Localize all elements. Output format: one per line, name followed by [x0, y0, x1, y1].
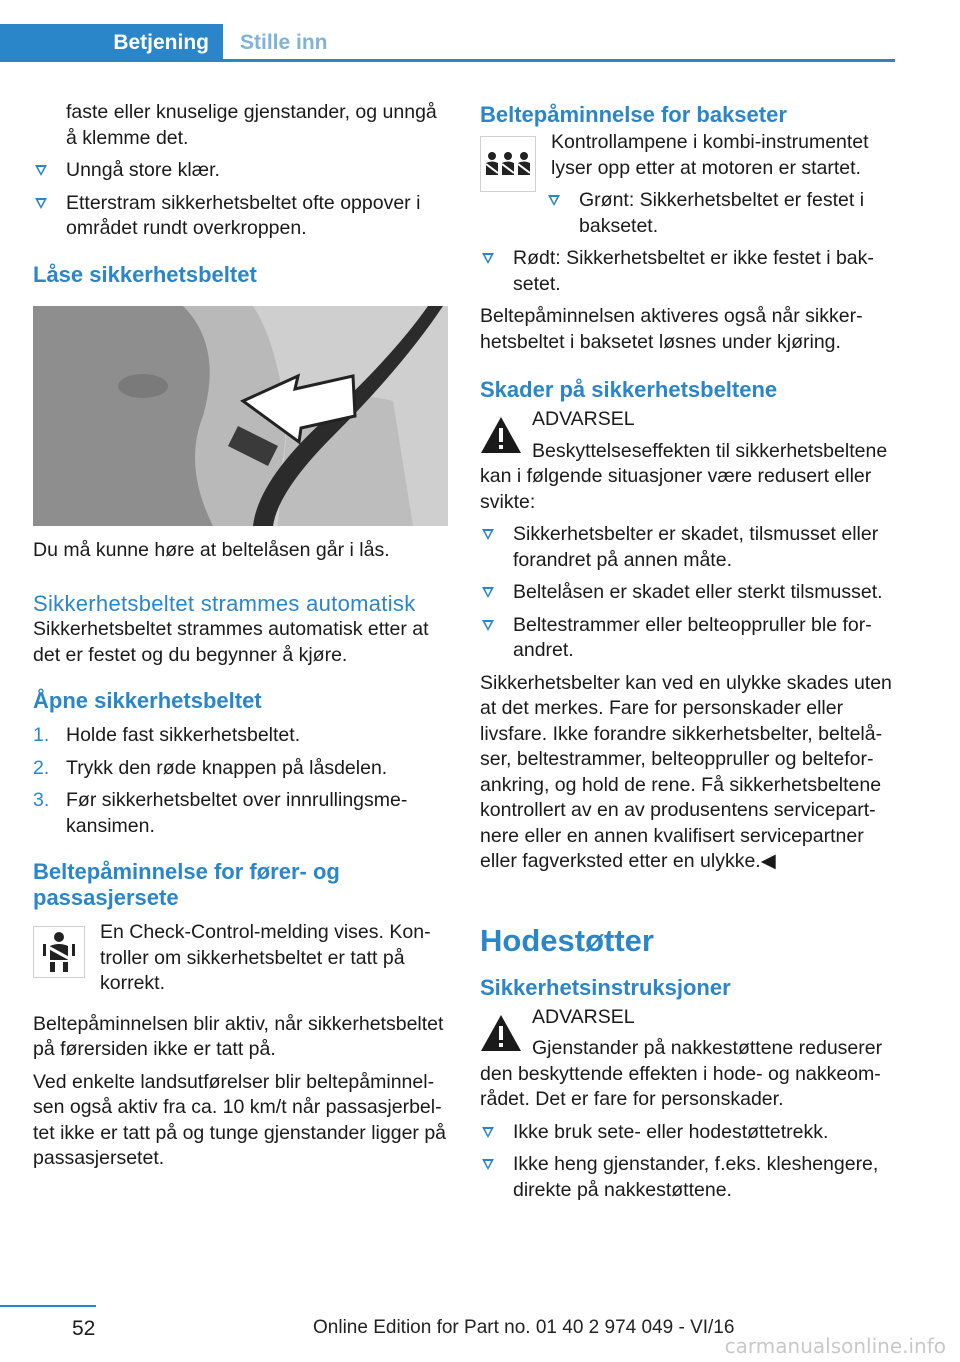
- triangle-bullet-icon: [482, 529, 494, 540]
- damage-warning-label: ADVARSEL: [532, 408, 635, 430]
- list-item: Ikke bruk sete- eller hodestøttetrekk.: [480, 1120, 896, 1146]
- list-item: Rødt: Sikkerhetsbeltet er ikke festet i baksetet.: [480, 246, 896, 297]
- section-heading-safety: Sikkerhetsinstruksjoner: [480, 974, 731, 1000]
- left-column: [33, 100, 448, 1179]
- triangle-bullet-icon: [482, 1159, 494, 1170]
- footer-edition: Online Edition for Part no. 01 40 2 974 049 - VI/16: [313, 1317, 735, 1338]
- rear-icon-text: Kontrollampene i kombi-instrumentet lyser opp etter at motoren er startet.: [551, 131, 869, 179]
- rear-paragraph: Beltepåminnelsen aktiveres også når sikkerhetsbeltet i baksetet løsnes under kjøring.: [480, 305, 863, 353]
- auto-text: Sikkerhetsbeltet strammes automatisk etter at det er festet og du begynner å kjøre.: [33, 618, 429, 666]
- triangle-bullet-icon: [482, 253, 494, 264]
- safety-bullets: [480, 1120, 896, 1204]
- right-column: [480, 100, 896, 1210]
- triangle-bullet-icon: [35, 198, 47, 209]
- tab-stille-inn[interactable]: Stille inn: [240, 31, 328, 54]
- page-number: 52: [72, 1317, 96, 1340]
- seat-belt-illustration: [33, 306, 448, 526]
- seatbelt-warning-icon: [33, 926, 85, 978]
- list-item: Etterstram sikkerhetsbeltet ofte oppover i området rundt overkroppen.: [33, 191, 448, 242]
- damage-warning-text: Beskyttelseseffekten til sikkerhetsbeltene kan i følgende situasjoner være redusert eller svikte:: [480, 439, 888, 513]
- driver-paragraph-1: Beltepåminnelsen blir aktiv, når sikkerhetsbeltet på førersiden ikke er tatt på.: [33, 1012, 444, 1060]
- driver-icon-text: En Check-Control-melding vises. Kontroller om sikkerhetsbeltet er tatt på korrekt.: [100, 921, 431, 994]
- rear-sub-bullets: [546, 188, 896, 239]
- section-heading-open: Åpne sikkerhetsbeltet: [33, 688, 262, 713]
- section-heading-rear: Beltepåminnelse for bakseter: [480, 102, 787, 127]
- section-heading-driver: Beltepåminnelse for fører- og passasjersete: [33, 859, 340, 910]
- open-steps: [33, 723, 448, 839]
- intro-bullets: [33, 158, 448, 242]
- header-tabs: [0, 24, 960, 62]
- safety-warning-text: Gjenstander på nakkestøttene reduserer den beskyttende effekten i hode- og nakkeområdet. Det er fare for personskader.: [480, 1037, 883, 1110]
- list-item: 2. Trykk den røde knappen på låsdelen.: [33, 756, 388, 779]
- chapter-heading-head-restraints: Hodestøtter: [480, 922, 654, 958]
- list-item: Beltestrammer eller belteoppruller ble forandret.: [480, 613, 896, 664]
- triangle-bullet-icon: [35, 165, 47, 176]
- triangle-bullet-icon: [482, 620, 494, 631]
- list-item: Beltelåsen er skadet eller sterkt tilsmusset.: [480, 580, 896, 606]
- warning-triangle-icon: [480, 1013, 522, 1053]
- safety-warning-label: ADVARSEL: [532, 1005, 635, 1028]
- list-item: Sikkerhetsbelter er skadet, tilsmusset eller forandret på annen måte.: [480, 522, 896, 573]
- section-heading-damage: Skader på sikkerhetsbeltene: [480, 377, 778, 402]
- triangle-bullet-icon: [548, 195, 560, 206]
- warning-triangle-icon: [480, 415, 522, 455]
- page-number-rule: [0, 1305, 96, 1307]
- driver-paragraph-2: Ved enkelte landsutførelser blir beltepåminnelsen også aktiv fra ca. 10 km/t når passasjerbeltet ikke er tatt på og tunge gjenstander ligger på passasjersetet.: [33, 1070, 447, 1169]
- rear-bullets: [480, 246, 896, 297]
- damage-bullets: [480, 522, 896, 664]
- intro-continuation: faste eller knuselige gjenstander, og unngå å klemme det.: [66, 101, 437, 149]
- list-item: 1. Holde fast sikkerhetsbeltet.: [33, 724, 301, 746]
- seat-belt-buckle-photo: [33, 306, 448, 526]
- tab-betjening[interactable]: Betjening: [0, 24, 223, 62]
- list-item: Grønt: Sikkerhetsbeltet er festet i baksetet.: [546, 188, 896, 239]
- triangle-bullet-icon: [482, 587, 494, 598]
- rear-seats-icon: [480, 136, 536, 192]
- section-heading-lock: Låse sikkerhetsbeltet: [33, 261, 257, 287]
- lock-text: Du må kunne høre at beltelåsen går i lås.: [33, 538, 390, 561]
- watermark: carmanualsonline.info: [724, 1334, 946, 1358]
- list-item: 3. Før sikkerhetsbeltet over innrullingsmekansimen.: [33, 789, 408, 837]
- list-item: Ikke heng gjenstander, f.eks. kleshengere, direkte på nakkestøttene.: [480, 1152, 896, 1203]
- list-item: Unngå store klær.: [33, 158, 448, 184]
- damage-paragraph: Sikkerhetsbelter kan ved en ulykke skades uten at det merkes. Fare for personskader eller livsfare. Ikke forandre sikkerhetsbelter, beltelåser, beltestrammer, belteoppruller og belteforankring, og hold de rene. Få sikkerhetsbeltene kontrollert av en av produsentens servicepartnere eller en annen kvalifisert servicepartner eller fagverksted etter en ulykke.◀: [480, 671, 892, 872]
- section-heading-auto: Sikkerhetsbeltet strammes automatisk: [33, 591, 416, 616]
- triangle-bullet-icon: [482, 1127, 494, 1138]
